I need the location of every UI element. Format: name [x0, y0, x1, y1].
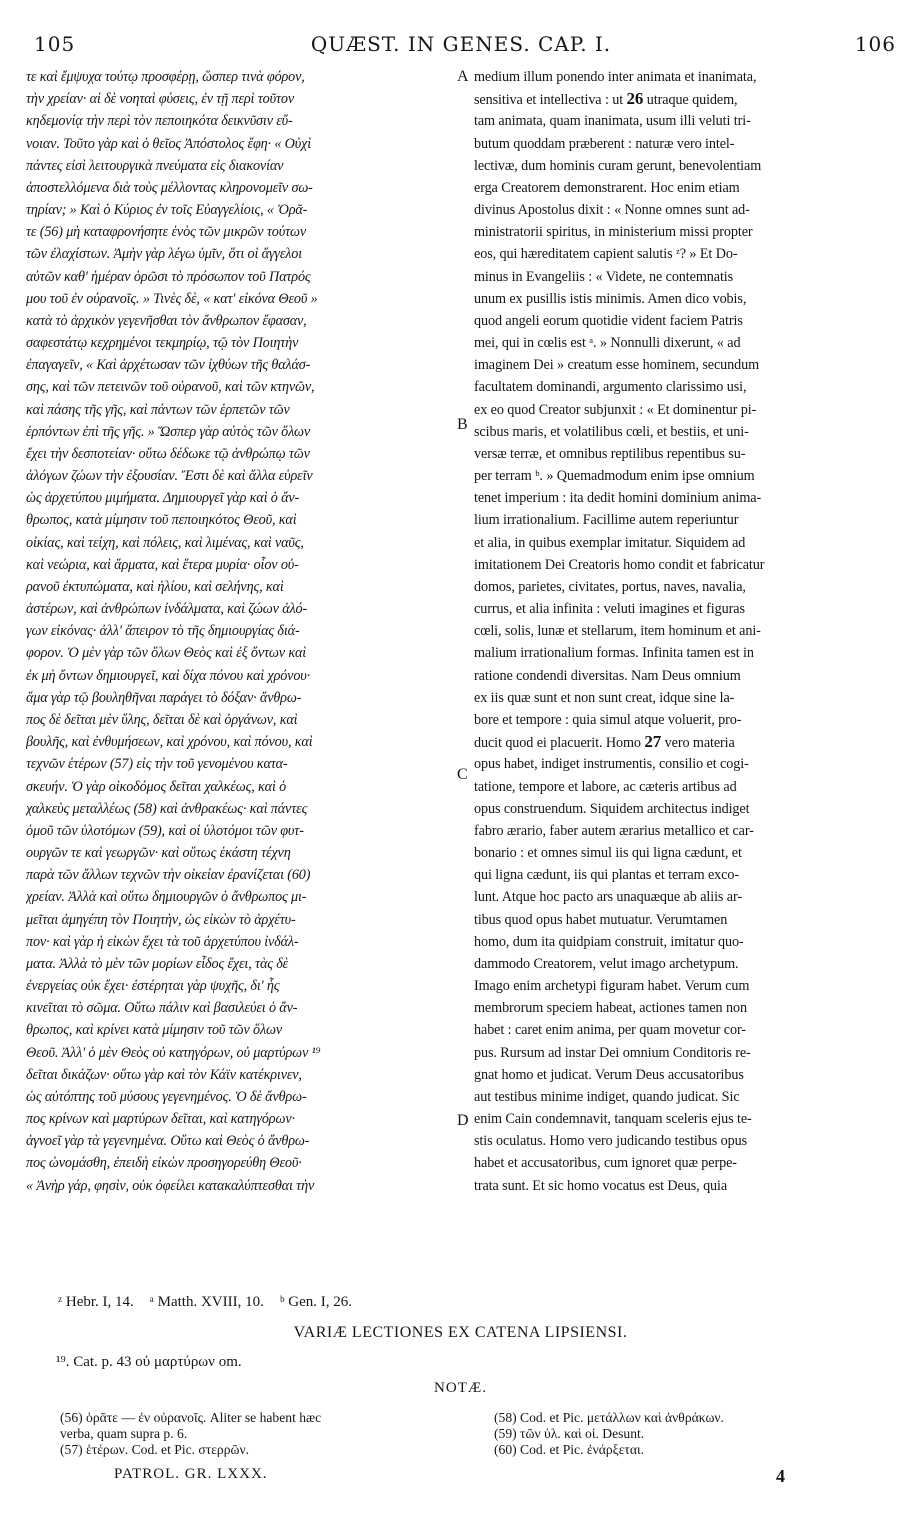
- latin-line: facultatem dominandi, argumento clarissimo usi,: [474, 379, 747, 396]
- latin-line: habet et accusatoribus, cum ignoret quæ perpe-: [474, 1155, 737, 1172]
- latin-line: ex eo quod Creator subjunxit : « Et dominentur pi-: [474, 401, 757, 418]
- latin-line: mei, qui in cœlis est ᵃ. » Nonnulli dixerunt, « ad: [474, 335, 741, 352]
- latin-line: membrorum speciem habeat, actiones tamen non: [474, 1000, 747, 1017]
- latin-line: butum quoddam præberent : naturæ vero intel-: [474, 135, 735, 152]
- greek-line: μου τοῦ ἐν οὐρανοῖς. » Τινὲς δὲ, « κατ' εἰκόνα Θεοῦ »: [26, 290, 318, 307]
- latin-line: trata sunt. Et sic homo vocatus est Deus, quia: [474, 1177, 728, 1194]
- notae-title: NOTÆ.: [434, 1380, 487, 1396]
- greek-line: τε (56) μὴ καταφρονήσητε ἑνὸς τῶν μικρῶν τούτων: [26, 224, 307, 241]
- scripture-reference: ᶻ Hebr. I, 14.: [58, 1294, 134, 1310]
- greek-line: ὁμοῦ τῶν ὑλοτόμων (59), καὶ οἱ ὑλοτόμοι τῶν φυτ-: [26, 822, 304, 839]
- latin-line: eos, qui hæreditatem capient salutis ᶻ? » Et Do-: [474, 246, 738, 263]
- greek-line: καὶ πάσης τῆς γῆς, καὶ πάντων τῶν ἑρπετῶν τῶν: [26, 401, 290, 418]
- latin-line: malium irrationalium formas. Infinita tamen est in: [474, 645, 754, 662]
- latin-line: lunt. Atque hoc pacto ars unaquæque ab aliis ar-: [474, 889, 742, 906]
- scripture-reference: ᵇ Gen. I, 26.: [279, 1294, 352, 1310]
- greek-line: χρείαν. Ἀλλὰ καὶ οὕτω δημιουργῶν ὁ ἄνθρωπος μι-: [26, 889, 307, 906]
- greek-line: κινεῖται τὸ σῶμα. Οὕτω πάλιν καὶ βασιλεύει ὁ ἄν-: [26, 1000, 298, 1017]
- greek-line: αὐτῶν καθ' ἡμέραν ὁρῶσι τὸ πρόσωπον τοῦ Πατρός: [26, 268, 311, 285]
- latin-line: per terram ᵇ. » Quemadmodum enim ipse omnium: [474, 468, 755, 485]
- greek-line: ουργῶν τε καὶ γεωργῶν· καὶ οὕτως ἑκάστη τέχνη: [26, 845, 291, 862]
- greek-line: δεῖται δικάζων· οὕτω γὰρ καὶ τὸν Κάϊν κατέκρινεν,: [26, 1066, 302, 1083]
- margin-marker-c: C: [457, 766, 468, 783]
- page-header: [22, 32, 900, 60]
- running-title: QUÆST. IN GENES. CAP. I.: [310, 32, 612, 56]
- greek-line: πος ὠνομάσθη, ἐπειδὴ εἰκὼν προσηγορεύθη Θεοῦ·: [26, 1155, 302, 1172]
- greek-line: οἰκίας, καὶ τείχη, καὶ πόλεις, καὶ λιμένας, καὶ ναῦς,: [26, 534, 304, 551]
- latin-line: cœli, solis, lunæ et stellarum, item hominum et ani-: [474, 623, 761, 640]
- variae-lectiones-title: VARIÆ LECTIONES EX CATENA LIPSIENSI.: [293, 1324, 628, 1341]
- greek-line: μεῖται ἀμηγέπη τὸν Ποιητὴν, ὡς εἰκὼν τὸ ἀρχέτυ-: [26, 911, 296, 928]
- latin-line: stis oculatus. Homo vero judicando testibus opus: [474, 1133, 748, 1150]
- greek-line: ἐνεργείας οὐκ ἔχει· ἐστέρηται γὰρ ψυχῆς, δι' ἧς: [26, 978, 280, 995]
- column-number: 26: [626, 89, 644, 109]
- greek-line: τηρίαν; » Καὶ ὁ Κύριος ἐν τοῖς Εὐαγγελίοις, « Ὁρᾶ-: [26, 202, 308, 219]
- greek-line: ὡς αὐτόπτης τοῦ μύσους γεγενημένος. Ὁ δὲ ἄνθρω-: [26, 1088, 307, 1105]
- scripture-reference: ᵃ Matth. XVIII, 10.: [149, 1294, 264, 1310]
- latin-line: ex iis quæ sunt et non sunt creat, idque sine la-: [474, 689, 735, 706]
- greek-line: ὡς ἀρχετύπου μιμήματα. Δημιουργεῖ γὰρ καὶ ὁ ἄν-: [26, 490, 300, 507]
- latin-line: Imago enim archetypi figuram habet. Verum cum: [474, 978, 750, 995]
- greek-line: θρωπος, καὶ κρίνει κατὰ μίμησιν τοῦ τῶν ὅλων: [26, 1022, 282, 1039]
- greek-line: ἔχει τὴν δεσποτείαν· οὕτω δέδωκε τῷ ἀνθρώπῳ τῶν: [26, 445, 310, 462]
- variae-lectiones-entry: ¹⁹. Cat. p. 43 οὐ μαρτύρων om.: [56, 1354, 242, 1370]
- greek-line: σης, καὶ τῶν πετεινῶν τοῦ οὐρανοῦ, καὶ τῶν κτηνῶν,: [26, 379, 315, 396]
- note-line: (57) ἑτέρων. Cod. et Pic. στερρῶν.: [60, 1442, 249, 1457]
- latin-line: lium irrationalium. Facillime autem reperiuntur: [474, 512, 739, 529]
- greek-line: γων εἰκόνας· ἀλλ' ἄπειρον τὸ τῆς δημιουργίας διά-: [26, 623, 300, 640]
- latin-line: sensitiva et intellectiva : ut 26 utraque quidem,: [474, 89, 738, 109]
- latin-line: imaginem Dei » creatum esse hominem, secundum: [474, 357, 760, 374]
- latin-line: homo, dum ita quidpiam construit, imitatur quo-: [474, 933, 744, 950]
- greek-line: « Ἀνὴρ γάρ, φησὶν, οὐκ ὀφείλει κατακαλύπτεσθαι τὴν: [26, 1177, 315, 1194]
- latin-line: minus in Evangeliis : « Videte, ne contemnatis: [474, 268, 734, 285]
- greek-line: κατὰ τὸ ἀρχικὸν γεγενῆσθαι τὸν ἄνθρωπον ἔφασαν,: [26, 312, 307, 329]
- latin-line: qui ligna cædunt, iis qui plantas et terram exco-: [474, 867, 739, 884]
- latin-line: imitationem Dei Creatoris homo condit et fabricatur: [474, 556, 765, 573]
- latin-line-rest: utraque quidem,: [643, 92, 738, 109]
- greek-line: ἀλόγων ζώων τὴν ἐξουσίαν. Ἔστι δὲ καὶ ἄλλα εὑρεῖν: [26, 468, 313, 485]
- greek-line: ἀγνοεῖ γὰρ τὰ γεγενημένα. Οὕτω καὶ Θεὸς ὁ ἄνθρω-: [26, 1133, 310, 1150]
- latin-line: fabro ærario, faber autem ærarius metallico et car-: [474, 822, 754, 839]
- gathering-signature: 4: [776, 1466, 785, 1486]
- margin-marker-d: D: [457, 1112, 469, 1129]
- greek-line: χαλκεὺς μεταλλέως (58) καὶ ἀνθρακέως· καὶ πάντες: [26, 800, 308, 817]
- latin-line: divinus Apostolus dixit : « Nonne omnes sunt ad-: [474, 202, 750, 219]
- latin-line: ministratorii spiritus, in ministerium missi propter: [474, 224, 753, 241]
- note-line: (59) τῶν ὑλ. καὶ οἱ. Desunt.: [494, 1426, 645, 1441]
- latin-line: lectivæ, dum hominis curam gerunt, benevolentiam: [474, 157, 762, 174]
- latin-line: currus, et alia infinita : veluti imagines et figuras: [474, 601, 745, 618]
- greek-line: τῶν ἐλαχίστων. Ἀμὴν γὰρ λέγω ὑμῖν, ὅτι οἱ ἄγγελοι: [26, 246, 302, 263]
- greek-line: σαφεστάτῳ κεχρημένοι τεκμηρίῳ, τῷ τὸν Ποιητὴν: [26, 335, 299, 352]
- latin-line: dammodo Creatorem, velut imago archetypum.: [474, 955, 739, 972]
- notae-left-column: [60, 1410, 460, 1458]
- latin-line: tenet imperium : ita dedit homini dominium anima-: [474, 490, 762, 507]
- latin-line: medium illum ponendo inter animata et inanimata,: [474, 69, 757, 85]
- greek-line: ἐκ μὴ ὄντων δημιουργεῖ, καὶ δίχα πόνου καὶ χρόνου·: [26, 667, 311, 684]
- right-page-number: 106: [854, 32, 896, 56]
- greek-line: πάντες εἰσὶ λειτουργικὰ πνεύματα εἰς διακονίαν: [26, 157, 284, 174]
- latin-text-column: [474, 66, 894, 1197]
- latin-line: unum ex pusillis istis minimis. Amen dico vobis,: [474, 290, 747, 307]
- latin-line: versæ terræ, et omnibus reptilibus repentibus su-: [474, 445, 746, 462]
- greek-line: ἐπαγαγεῖν, « Καὶ ἀρχέτωσαν τῶν ἰχθύων τῆς θαλάσ-: [26, 357, 311, 374]
- latin-line: gnat homo et judicat. Verum Deus accusatoribus: [474, 1066, 744, 1083]
- note-line: verba, quam supra p. 6.: [60, 1426, 188, 1441]
- greek-line: νοιαν. Τοῦτο γὰρ καὶ ὁ θεῖος Ἀπόστολος ἔφη· « Οὐχὶ: [26, 135, 312, 152]
- latin-line: tatione, tempore et labore, ac cæteris artibus ad: [474, 778, 737, 795]
- greek-line: ἀποστελλόμενα διὰ τοὺς μέλλοντας κληρονομεῖν σω-: [26, 179, 313, 196]
- greek-line: θρωπος, κατὰ μίμησιν τοῦ πεποιηκότος Θεοῦ, καὶ: [26, 512, 297, 529]
- latin-line: et alia, in quibus exemplar imitatur. Siquidem ad: [474, 534, 746, 551]
- greek-line: τὴν χρείαν· αἱ δὲ νοηταὶ φύσεις, ἐν τῇ περὶ τοῦτον: [26, 91, 294, 108]
- latin-line: bonario : et omnes simul iis qui ligna cædunt, et: [474, 845, 742, 862]
- greek-line: σκευήν. Ὁ γὰρ οἰκοδόμος δεῖται χαλκέως, καὶ ὁ: [26, 778, 287, 795]
- latin-line: aut testibus minime indiget, quando judicat. Sic: [474, 1088, 740, 1105]
- column-number: 27: [644, 732, 662, 752]
- latin-line: opus construendum. Siquidem architectus indiget: [474, 800, 750, 817]
- greek-line: πος κρίνων καὶ μαρτύρων δεῖται, καὶ κατηγόρων·: [26, 1111, 295, 1128]
- note-line: (56) ὁρᾶτε — ἐν οὐρανοῖς. Aliter se habent hæc: [60, 1410, 322, 1425]
- greek-line: ματα. Ἀλλὰ τὸ μὲν τῶν μορίων εἶδος ἔχει, τὰς δὲ: [26, 955, 289, 972]
- greek-line: πος δὲ δεῖται μὲν ὕλης, δεῖται δὲ καὶ ὀργάνων, καὶ: [26, 711, 298, 728]
- greek-line: κηδεμονίᾳ τὴν περὶ τὸν πεποιηκότα δεικνῦσιν εὔ-: [26, 113, 293, 130]
- greek-line: τε καὶ ἔμψυχα τούτῳ προσφέρῃ, ὥσπερ τινὰ φόρον,: [26, 69, 305, 85]
- latin-line: enim Cain condemnavit, tanquam sceleris ejus te-: [474, 1111, 752, 1128]
- greek-line: ρανοῦ ἐκτυπώματα, καὶ ἡλίου, καὶ σελήνης, καὶ: [26, 578, 284, 595]
- greek-line: παρὰ τῶν ἄλλων τεχνῶν τὴν οἰκείαν ἐρανίζεται (60): [26, 867, 311, 884]
- latin-line: tibus quod opus habet mutuatur. Verumtamen: [474, 911, 728, 928]
- greek-line: τεχνῶν ἑτέρων (57) εἰς τὴν τοῦ γενομένου κατα-: [26, 756, 288, 773]
- latin-line: erga Creatorem demonstrarent. Hoc enim etiam: [474, 179, 740, 196]
- left-page-number: 105: [34, 32, 76, 56]
- latin-line: ratione condendi diversitas. Nam Deus omnium: [474, 667, 741, 684]
- notae-right-column: [494, 1410, 904, 1458]
- latin-line: tam animata, quam inanimata, usum illi veluti tri-: [474, 113, 751, 130]
- latin-line: opus habet, indiget instrumentis, consilio et cogi-: [474, 756, 749, 773]
- latin-line: quod angeli eorum quotidie vident faciem Patris: [474, 312, 743, 329]
- greek-line: ἀστέρων, καὶ ἀνθρώπων ἰνδάλματα, καὶ ζώων ἀλό-: [26, 601, 308, 618]
- greek-line: ἅμα γὰρ τῷ βουληθῆναι παράγει τὸ δόξαν· ἄνθρω-: [26, 689, 302, 706]
- greek-line: Θεοῦ. Ἀλλ' ὁ μὲν Θεὸς οὐ κατηγόρων, οὐ μαρτύρων ¹⁹: [26, 1044, 321, 1061]
- latin-line: pus. Rursum ad instar Dei omnium Conditoris re-: [474, 1044, 751, 1061]
- greek-line: φορον. Ὁ μὲν γὰρ τῶν ὅλων Θεὸς καὶ ἐξ ὄντων καὶ: [26, 645, 307, 662]
- latin-line: bore et tempore : quia simul atque voluerit, pro-: [474, 711, 742, 728]
- margin-marker-a: A: [457, 68, 469, 85]
- note-line: (58) Cod. et Pic. μετάλλων καὶ ἀνθράκων.: [494, 1410, 724, 1425]
- latin-line: domos, parietes, civitates, portus, naves, navalia,: [474, 578, 746, 595]
- scripture-references: [58, 1294, 368, 1311]
- greek-line: καὶ νεώρια, καὶ ἅρματα, καὶ ἕτερα μυρία· οἷον οὐ-: [26, 556, 299, 573]
- greek-line: βουλῆς, καὶ ἐνθυμήσεων, καὶ χρόνου, καὶ πόνου, καὶ: [26, 734, 313, 751]
- greek-text-column: [26, 66, 452, 1197]
- greek-line: πον· καὶ γὰρ ἡ εἰκὼν ἔχει τὰ τοῦ ἀρχετύπου ἰνδάλ-: [26, 933, 299, 950]
- latin-line: ducit quod ei placuerit. Homo 27 vero materia: [474, 732, 735, 752]
- greek-line: ἑρπόντων ἐπὶ τῆς γῆς. » Ὥσπερ γὰρ αὐτὸς τῶν ὅλων: [26, 423, 311, 440]
- latin-line: scibus maris, et volatilibus cœli, et bestiis, et uni-: [474, 423, 749, 440]
- patrologia-signature: PATROL. GR. LXXX.: [114, 1466, 268, 1482]
- note-line: (60) Cod. et Pic. ἐνάρξεται.: [494, 1442, 645, 1457]
- latin-line: habet : caret enim anima, per quam movetur cor-: [474, 1022, 746, 1039]
- latin-line-rest: vero materia: [661, 735, 735, 752]
- margin-marker-b: B: [457, 416, 468, 433]
